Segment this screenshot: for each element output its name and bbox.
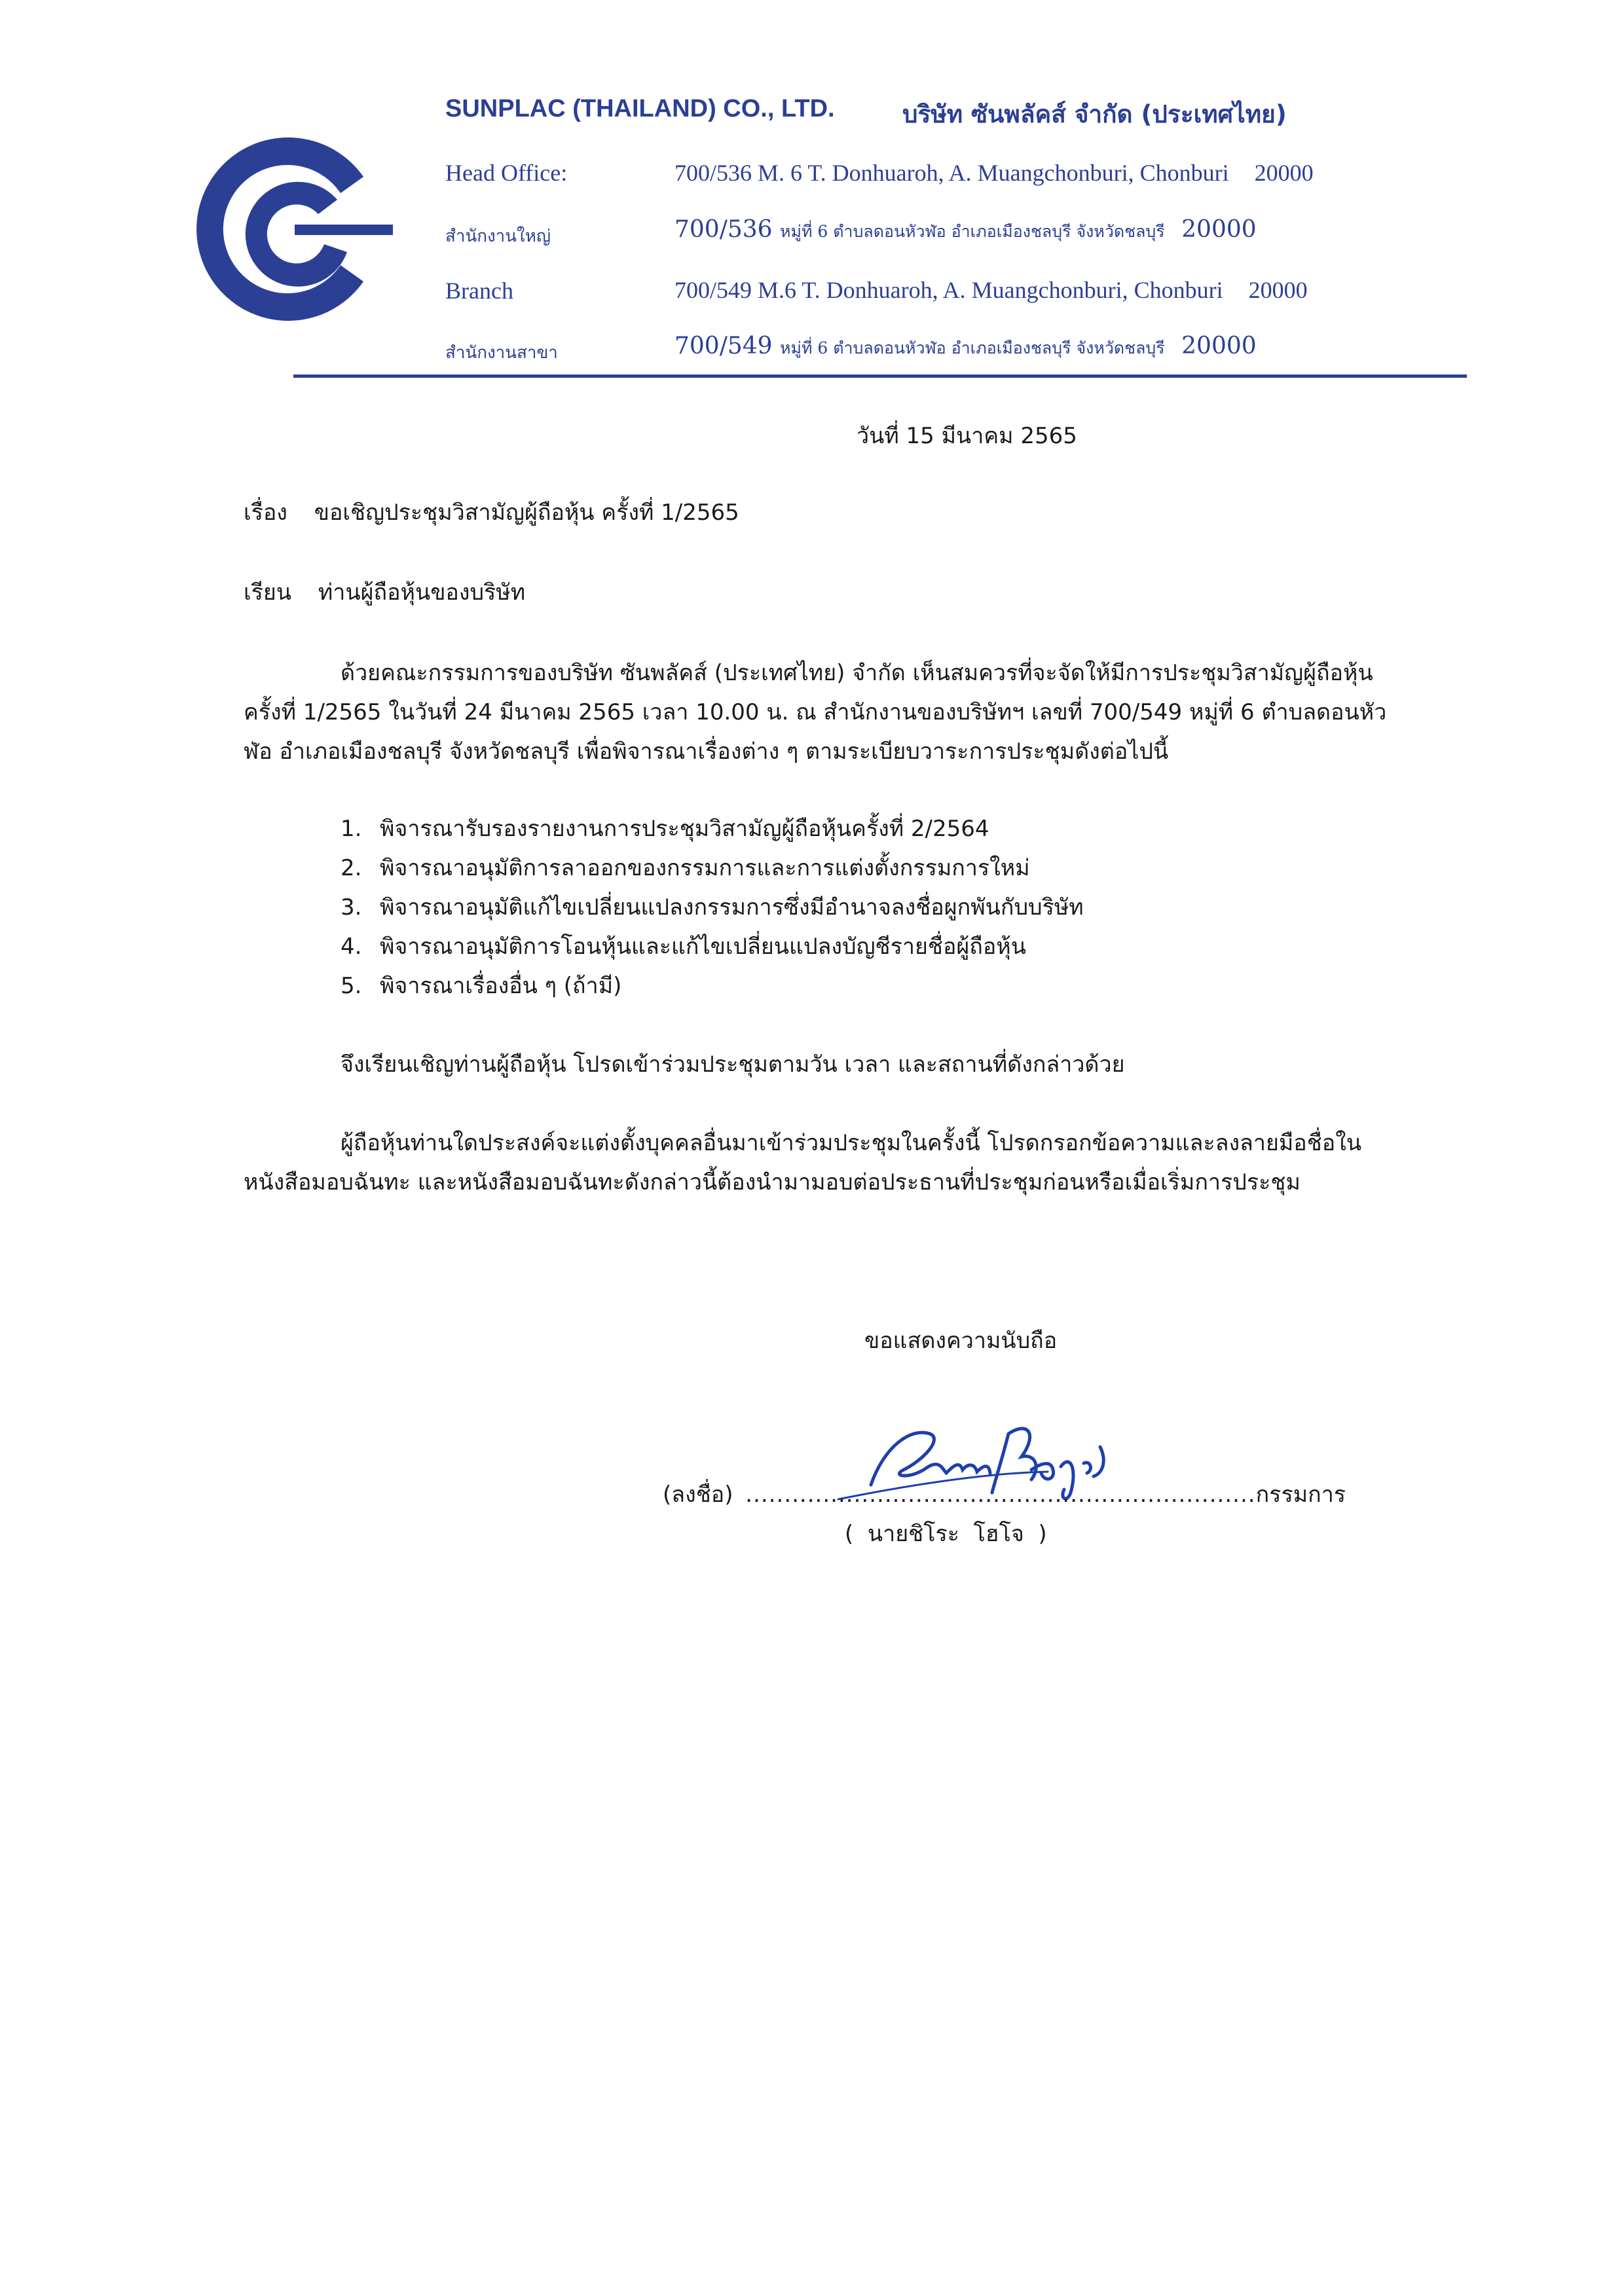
paragraph-1-line-3: ฬ่อ อำเภอเมืองชลบุรี จังหวัดชลบุรี เพื่อพิจารณาเรื่องต่าง ๆ ตามระเบียบวาระการประชุมดังต่อไปนี้ (244, 738, 1169, 765)
agenda-item: 5. พิจารณาเรื่องอื่น ๆ (ถ้ามี) (341, 973, 622, 999)
branch-address-th: 700/549 หมู่ที่ 6 ตำบลดอนหัวฬ่อ อำเภอเมืองชลบุรี จังหวัดชลบุรี 20000 (674, 333, 1257, 359)
signature-prefix: (ลงชื่อ) (663, 1482, 733, 1508)
paragraph-1-line-1: ด้วยคณะกรรมการของบริษัท ซันพลัคส์ (ประเทศไทย) จำกัด เห็นสมควรที่จะจัดให้มีการประชุมวิสามัญผู้ถือหุ้น (341, 660, 1373, 686)
letter-date: วันที่ 15 มีนาคม 2565 (857, 423, 1077, 449)
branch-label: Branch (445, 278, 513, 304)
branch-label-th: สำนักงานสาขา (445, 343, 558, 363)
subject-text: ขอเชิญประชุมวิสามัญผู้ถือหุ้น ครั้งที่ 1/2565 (314, 500, 739, 526)
recipient-text: ท่านผู้ถือหุ้นของบริษัท (318, 579, 526, 606)
branch-address: 700/549 M.6 T. Donhuaroh, A. Muangchonburi, Chonburi 20000 (674, 277, 1308, 303)
signature-title: กรรมการ (1255, 1482, 1346, 1508)
recipient-line (244, 574, 525, 610)
company-logo-icon (196, 128, 399, 331)
signature-line (663, 1476, 1346, 1512)
paragraph-2: จึงเรียนเชิญท่านผู้ถือหุ้น โปรดเข้าร่วมประชุมตามวัน เวลา และสถานที่ดังกล่าวด้วย (341, 1051, 1125, 1078)
agenda-item: 2. พิจารณาอนุมัติการลาออกของกรรมการและการแต่งตั้งกรรมการใหม่ (341, 855, 1030, 881)
company-name-th: บริษัท ซันพลัคส์ จำกัด (ประเทศไทย) (902, 100, 1287, 128)
paragraph-3-line-2: หนังสือมอบฉันทะ และหนังสือมอบฉันทะดังกล่าวนี้ต้องนำมามอบต่อประธานที่ประชุมก่อนหรือเมื่อเริ่มการประชุม (244, 1169, 1301, 1195)
agenda-item: 1. พิจารณารับรองรายงานการประชุมวิสามัญผู้ถือหุ้นครั้งที่ 2/2564 (341, 816, 989, 842)
paragraph-3-line-1: ผู้ถือหุ้นท่านใดประสงค์จะแต่งตั้งบุคคลอื่นมาเข้าร่วมประชุมในครั้งนี้ โปรดกรอกข้อความและลงลายมือชื่อใน (341, 1130, 1362, 1156)
closing: ขอแสดงความนับถือ (864, 1328, 1058, 1354)
signer-name: ( นายชิโระ โฮโจ ) (845, 1521, 1047, 1547)
letterhead-divider (293, 374, 1467, 378)
head-office-address-th: 700/536 หมู่ที่ 6 ตำบลดอนหัวฬ่อ อำเภอเมืองชลบุรี จังหวัดชลบุรี 20000 (674, 216, 1257, 243)
agenda-item: 3. พิจารณาอนุมัติแก้ไขเปลี่ยนแปลงกรรมการซึ่งมีอำนาจลงชื่อผูกพันกับบริษัท (341, 894, 1084, 920)
subject-line (244, 494, 739, 530)
head-office-label-th: สำนักงานใหญ่ (445, 227, 551, 246)
head-office-label: Head Office: (445, 160, 568, 186)
agenda-item: 4. พิจารณาอนุมัติการโอนหุ้นและแก้ไขเปลี่ยนแปลงบัญชีรายชื่อผู้ถือหุ้น (341, 934, 1026, 960)
paragraph-1-line-2: ครั้งที่ 1/2565 ในวันที่ 24 มีนาคม 2565 เวลา 10.00 น. ณ สำนักงานของบริษัทฯ เลขที่ 700/549 หมู่ที่ 6 ตำบลดอนหัว (244, 699, 1387, 725)
signature-dots: .................................................................. (745, 1482, 1256, 1508)
recipient-label: เรียน (244, 579, 292, 606)
company-name-en: SUNPLAC (THAILAND) CO., LTD. (445, 95, 835, 122)
head-office-address: 700/536 M. 6 T. Donhuaroh, A. Muangchonburi, Chonburi 20000 (674, 160, 1314, 186)
subject-label: เรื่อง (244, 500, 287, 526)
